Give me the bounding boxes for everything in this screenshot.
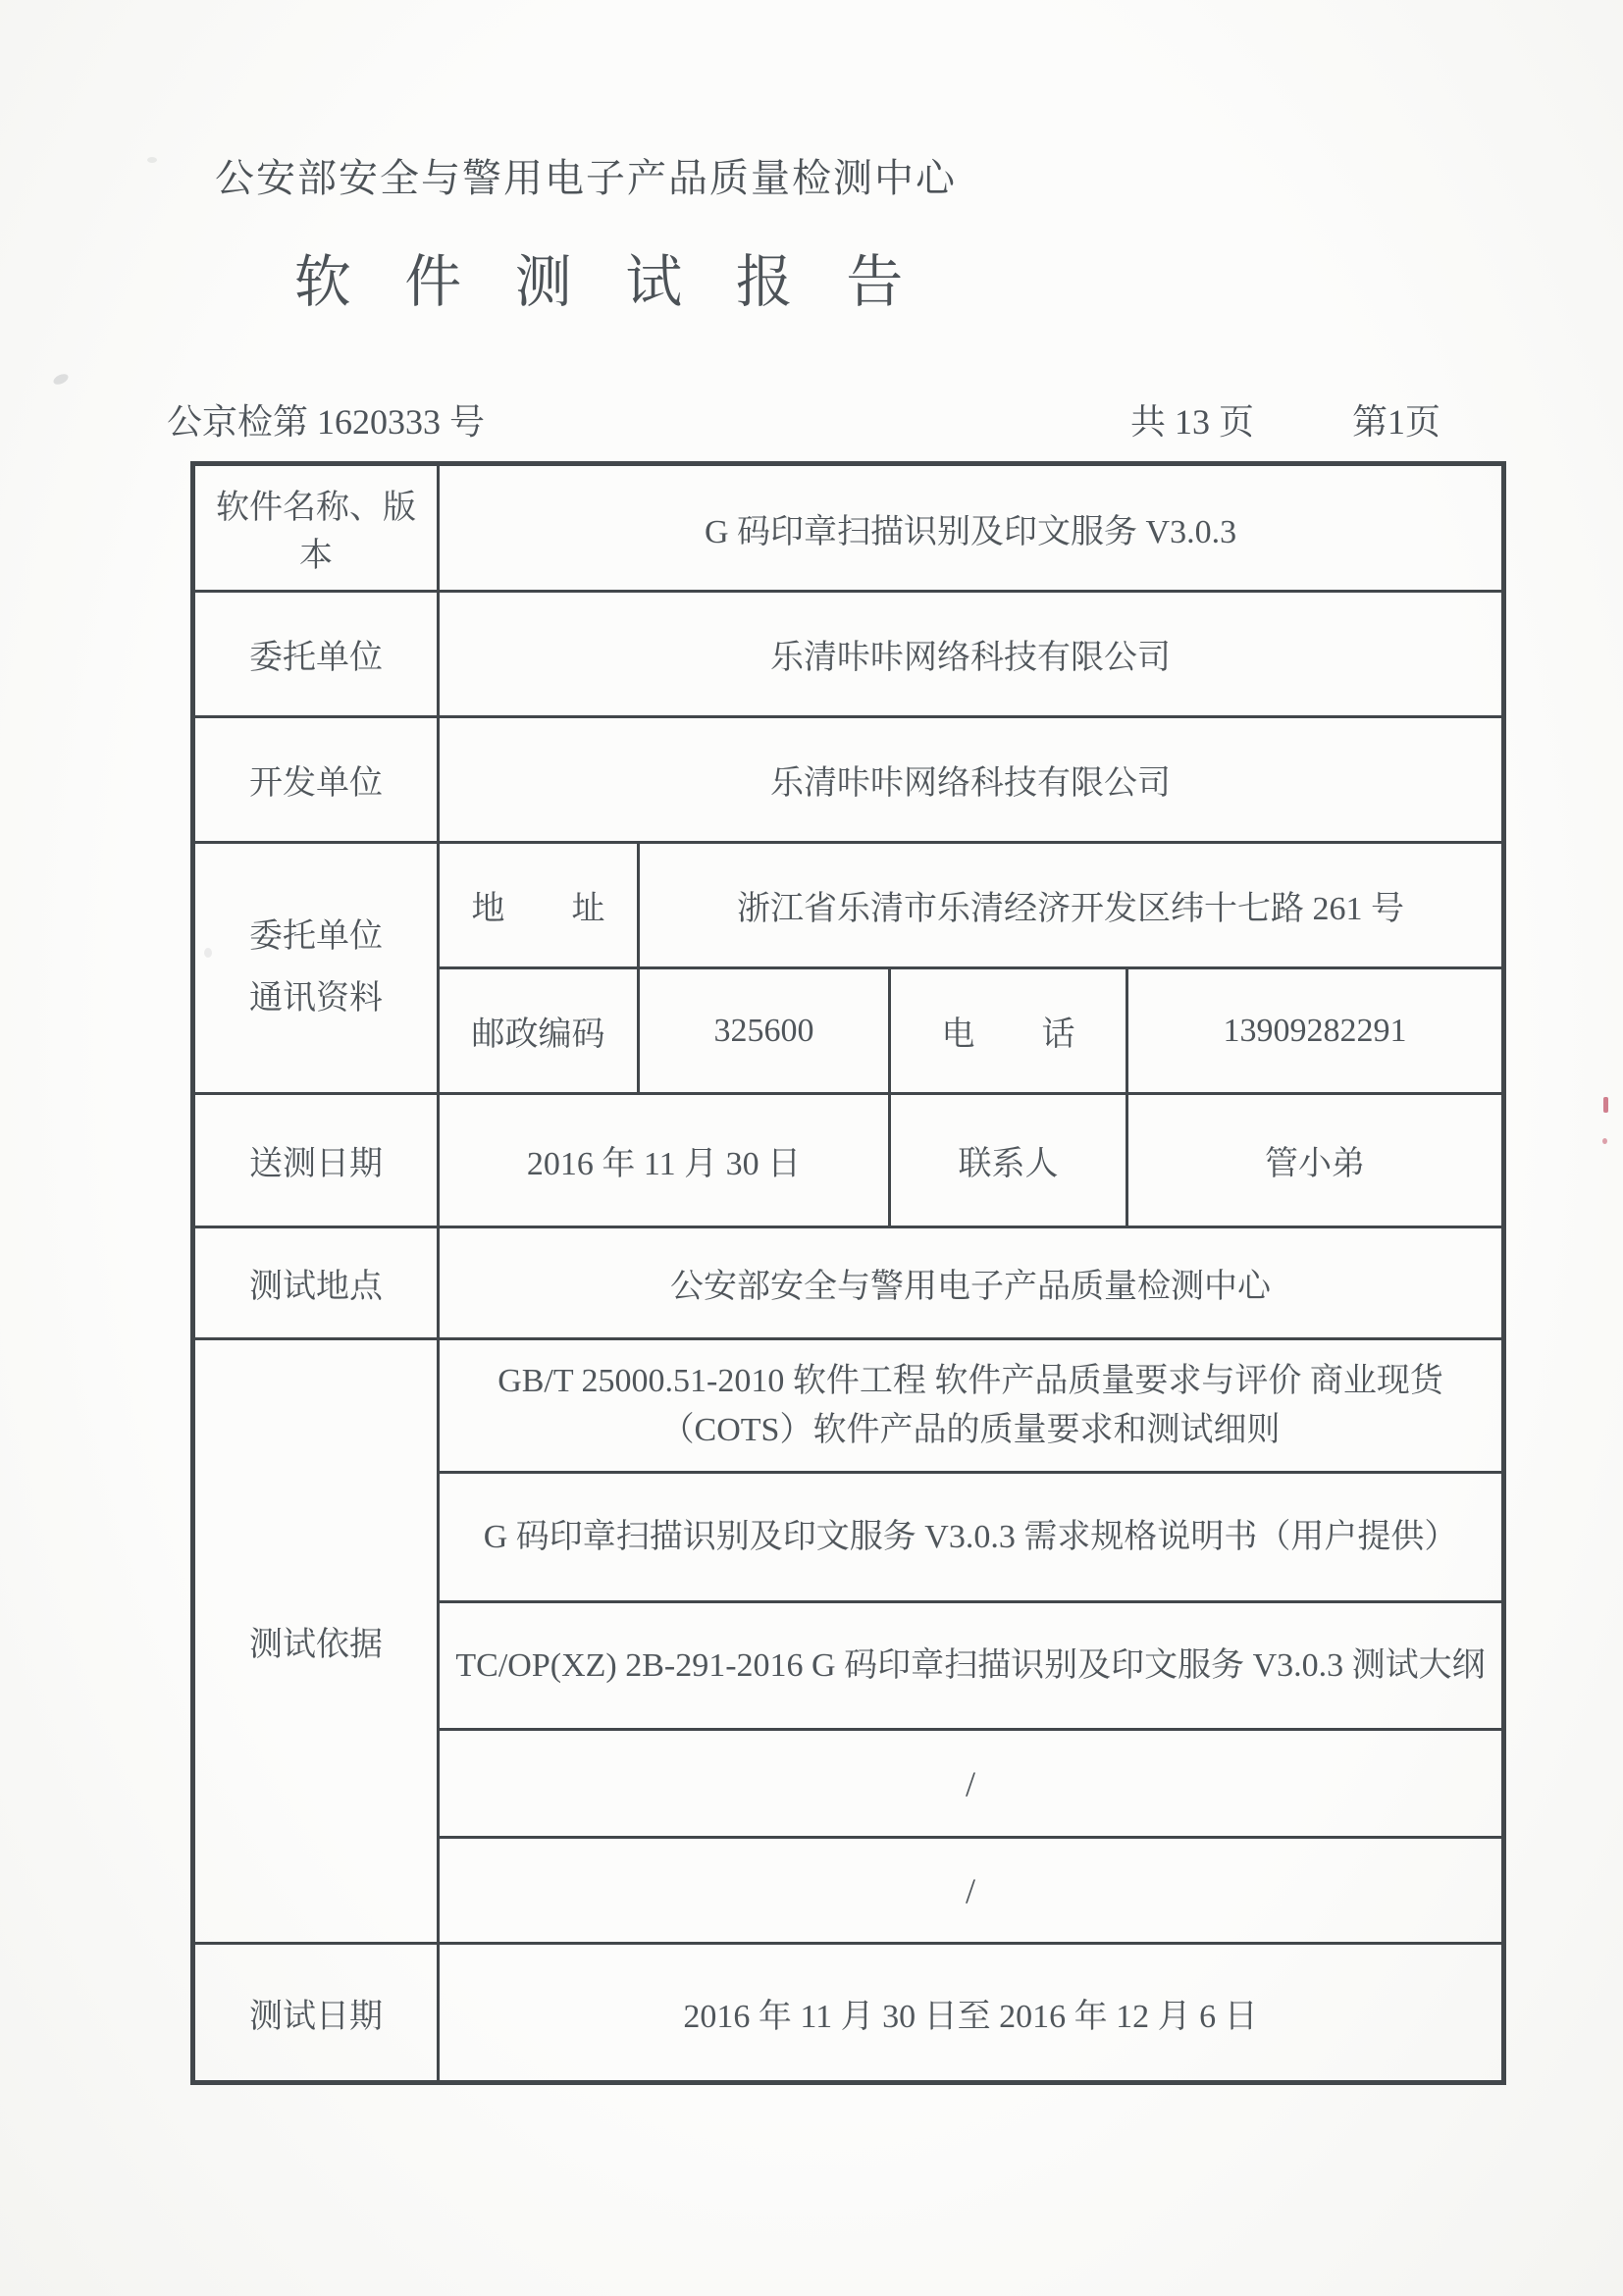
scan-artifact-speck: [204, 948, 212, 958]
table-row: [193, 1227, 1504, 1339]
test-basis-item-2: G 码印章扫描识别及印文服务 V3.0.3 需求规格说明书（用户提供）: [439, 1473, 1504, 1602]
table-row: [193, 1944, 1504, 2083]
contact-info-label: [193, 843, 439, 1094]
total-pages: 共 13 页: [1130, 402, 1255, 442]
test-basis-item-3: TC/OP(XZ) 2B-291-2016 G 码印章扫描识别及印文服务 V3.0.3 测试大纲: [439, 1602, 1504, 1730]
test-basis-item-4: /: [439, 1730, 1504, 1838]
table-row: [193, 464, 1504, 592]
table-row: [193, 1094, 1504, 1227]
contact-person-value: 管小弟: [1127, 1094, 1504, 1227]
phone-value: 13909282291: [1127, 968, 1504, 1094]
scan-artifact-speck: [147, 157, 157, 163]
client-unit-label: 委托单位: [193, 592, 439, 717]
report-info-table: [190, 461, 1506, 2085]
report-title: 软 件 测 试 报 告: [293, 250, 923, 314]
table-row: [193, 1339, 1504, 1473]
org-title: 公安部安全与警用电子产品质量检测中心: [215, 156, 957, 200]
table-row: [193, 717, 1504, 843]
scan-artifact-red-dot: [1602, 1138, 1607, 1144]
doc-number: 公京检第 1620333 号: [167, 402, 486, 442]
test-basis-label: 测试依据: [193, 1339, 439, 1944]
submission-date-label: 送测日期: [193, 1094, 439, 1227]
table-row: [193, 843, 1504, 968]
postcode-value: 325600: [639, 968, 890, 1094]
page-number: 第1页: [1352, 402, 1441, 442]
test-date-value: 2016 年 11 月 30 日至 2016 年 12 月 6 日: [439, 1944, 1504, 2083]
software-name-value: G 码印章扫描识别及印文服务 V3.0.3: [439, 464, 1504, 592]
contact-info-label-line2: 通讯资料: [249, 979, 383, 1017]
client-unit-value: 乐清咔咔网络科技有限公司: [439, 592, 1504, 717]
test-location-value: 公安部安全与警用电子产品质量检测中心: [439, 1227, 1504, 1339]
submission-date-value: 2016 年 11 月 30 日: [439, 1094, 890, 1227]
developer-unit-label: 开发单位: [193, 717, 439, 843]
doc-meta-row: [0, 394, 1623, 444]
contact-person-label: 联系人: [890, 1094, 1127, 1227]
scan-artifact-smudge: [52, 372, 70, 387]
test-basis-item-1: GB/T 25000.51-2010 软件工程 软件产品质量要求与评价 商业现货（COTS）软件产品的质量要求和测试细则: [439, 1339, 1504, 1473]
developer-unit-value: 乐清咔咔网络科技有限公司: [439, 717, 1504, 843]
table-row: [193, 592, 1504, 717]
phone-label: 电 话: [890, 968, 1127, 1094]
address-value: 浙江省乐清市乐清经济开发区纬十七路 261 号: [639, 843, 1504, 968]
contact-info-label-line1: 委托单位: [249, 917, 383, 955]
address-label: 地 址: [439, 843, 639, 968]
test-date-label: 测试日期: [193, 1944, 439, 2083]
test-location-label: 测试地点: [193, 1227, 439, 1339]
postcode-label: 邮政编码: [439, 968, 639, 1094]
test-basis-item-5: /: [439, 1838, 1504, 1944]
software-name-label: 软件名称、版本: [193, 464, 439, 592]
scan-artifact-red-mark: [1603, 1097, 1608, 1113]
